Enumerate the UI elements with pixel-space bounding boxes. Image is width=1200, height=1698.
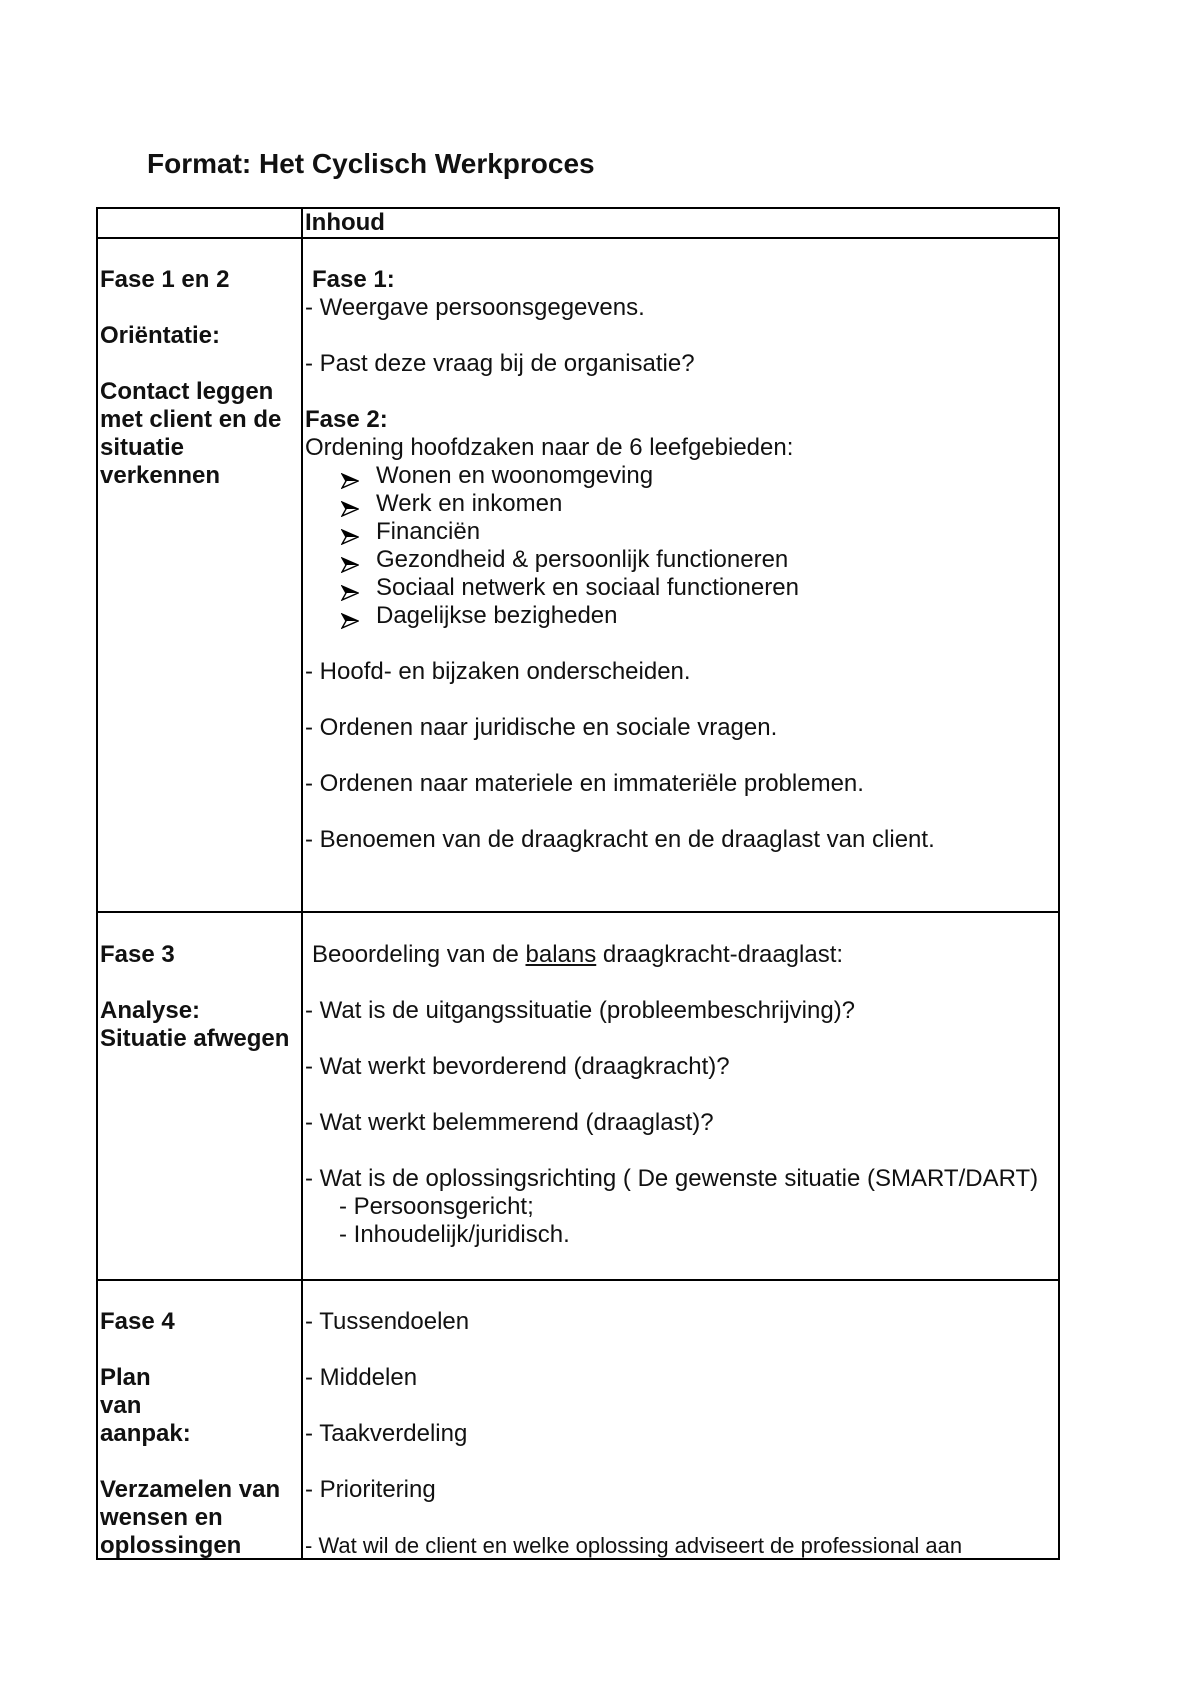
intro-text: Beoordeling van de xyxy=(312,941,526,968)
phase-label: Fase 3 xyxy=(100,941,175,968)
phase-label: Fase 1 en 2 xyxy=(100,266,230,293)
list-item-text: Wonen en woonomgeving xyxy=(376,462,654,489)
content-item: - Benoemen van de draagkracht en de draaglast van client. xyxy=(305,826,935,853)
header-cell-empty xyxy=(98,209,301,237)
content-item: - Weergave persoonsgegevens. xyxy=(305,294,645,321)
phase-name: Plan xyxy=(100,1364,151,1391)
phase-cell xyxy=(98,1281,301,1558)
phase-description-line: verkennen xyxy=(100,462,221,489)
list-item xyxy=(305,518,1058,546)
phase-name: Analyse: xyxy=(100,997,201,1024)
werkproces-table xyxy=(96,207,1060,1560)
intro-underlined-word: balans xyxy=(525,941,597,968)
content-item: - Ordenen naar juridische en sociale vragen. xyxy=(305,714,778,741)
list-item-text: Gezondheid & persoonlijk functioneren xyxy=(376,546,789,573)
table-header-row xyxy=(98,209,1058,237)
list-item-text: Dagelijkse bezigheden xyxy=(376,602,618,629)
content-item: - Wat wil de client en welke oplossing adviseert de professional aan xyxy=(305,1533,963,1558)
subphase-heading: Fase 1: xyxy=(312,266,395,293)
list-item xyxy=(305,462,1058,490)
content-cell xyxy=(301,1281,1058,1558)
content-item: - Past deze vraag bij de organisatie? xyxy=(305,350,695,377)
phase-name: Oriëntatie: xyxy=(100,322,221,349)
content-item: - Wat werkt bevorderend (draagkracht)? xyxy=(305,1053,730,1080)
phase-cell xyxy=(98,239,301,911)
list-item-text: Sociaal netwerk en sociaal functioneren xyxy=(376,574,799,601)
phase-description-line: situatie xyxy=(100,434,185,461)
content-cell xyxy=(301,239,1058,911)
content-item: - Ordenen naar materiele en immateriële problemen. xyxy=(305,770,864,797)
list-item xyxy=(305,546,1058,574)
list-item xyxy=(305,602,1058,630)
content-sub-item: - Inhoudelijk/juridisch. xyxy=(339,1221,570,1248)
content-item: - Prioritering xyxy=(305,1476,436,1503)
table-row-fase-1-2 xyxy=(98,237,1058,911)
table-row-fase-3 xyxy=(98,911,1058,1279)
phase-name: aanpak: xyxy=(100,1420,191,1447)
phase-description-line: met client en de xyxy=(100,406,282,433)
arrowhead-bullet-icon xyxy=(341,608,359,624)
content-item: - Wat werkt belemmerend (draaglast)? xyxy=(305,1109,714,1136)
phase-name: van xyxy=(100,1392,142,1419)
list-item-text: Werk en inkomen xyxy=(376,490,563,517)
phase-description-line: Verzamelen van xyxy=(100,1476,281,1503)
column-header-inhoud: Inhoud xyxy=(305,209,385,236)
table-row-fase-4 xyxy=(98,1279,1058,1558)
list-item xyxy=(305,490,1058,518)
content-item: - Wat is de uitgangssituatie (probleembeschrijving)? xyxy=(305,997,856,1024)
phase-description-line: Situatie afwegen xyxy=(100,1025,290,1052)
intro-text: draagkracht-draaglast: xyxy=(596,941,844,968)
arrowhead-bullet-icon xyxy=(341,496,359,512)
arrowhead-bullet-icon xyxy=(341,468,359,484)
document-title: Format: Het Cyclisch Werkproces xyxy=(147,148,595,179)
content-cell xyxy=(301,913,1058,1279)
content-item: - Wat is de oplossingsrichting ( De gewenste situatie (SMART/DART) xyxy=(305,1165,1039,1192)
content-intro: Ordening hoofdzaken naar de 6 leefgebieden: xyxy=(305,434,794,461)
phase-description-line: oplossingen xyxy=(100,1532,242,1559)
phase-label: Fase 4 xyxy=(100,1308,175,1335)
phase-cell xyxy=(98,913,301,1279)
content-intro xyxy=(305,941,1058,969)
list-item-text: Financiën xyxy=(376,518,481,545)
list-item xyxy=(305,574,1058,602)
content-item: - Taakverdeling xyxy=(305,1420,468,1447)
phase-description-line: Contact leggen xyxy=(100,378,274,405)
content-sub-item: - Persoonsgericht; xyxy=(339,1193,534,1220)
arrowhead-bullet-icon xyxy=(341,552,359,568)
arrowhead-bullet-icon xyxy=(341,580,359,596)
content-item: - Middelen xyxy=(305,1364,418,1391)
phase-description-line: wensen en xyxy=(100,1504,223,1531)
content-item: - Tussendoelen xyxy=(305,1308,470,1335)
content-item: - Hoofd- en bijzaken onderscheiden. xyxy=(305,658,691,685)
subphase-heading: Fase 2: xyxy=(305,406,388,433)
header-cell-inhoud xyxy=(301,209,1058,237)
arrowhead-bullet-icon xyxy=(341,524,359,540)
